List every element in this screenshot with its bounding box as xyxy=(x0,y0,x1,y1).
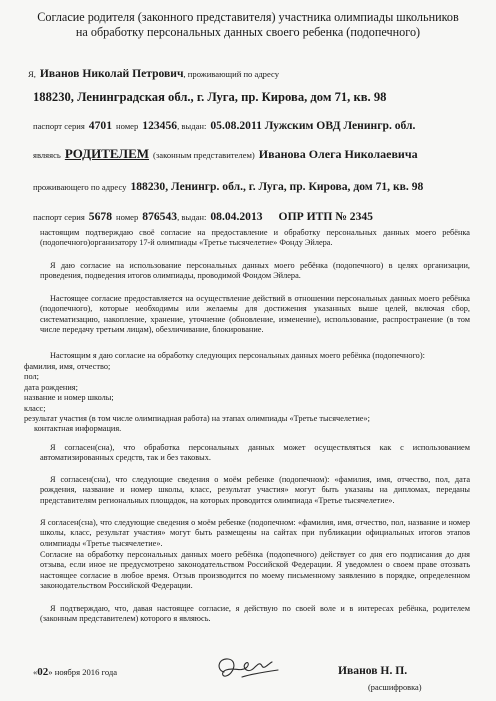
personal-data-list xyxy=(24,362,370,435)
child-passport-issued-label: , выдан: xyxy=(177,212,207,222)
child-passport-line xyxy=(33,207,373,225)
child-address-label: проживающего по адресу xyxy=(33,182,127,192)
passport-issued: 05.08.2011 Лужским ОВД Ленингр. обл. xyxy=(210,119,416,132)
declarant-address: 188230, Ленинградская обл., г. Луга, пр. Кирова, дом 71, кв. 98 xyxy=(33,90,387,104)
list-item: контактная информация. xyxy=(34,424,122,434)
child-address-line xyxy=(33,177,423,195)
declarant-passport-line xyxy=(33,116,415,134)
passport-series-label: паспорт серия xyxy=(33,121,85,131)
declarant-name: Иванов Николай Петрович xyxy=(39,67,184,80)
signature-date xyxy=(33,666,117,678)
child-name: Иванова Олега Николаевича xyxy=(258,147,418,161)
list-item: фамилия, имя, отчество; xyxy=(24,362,111,371)
document-title-line2: на обработку персональных данных своего ребенка (подопечного) xyxy=(75,25,421,39)
relation-role-note: (законным представителем) xyxy=(153,150,255,160)
child-passport-series: 5678 xyxy=(88,210,112,223)
date-open-quote: « xyxy=(33,667,38,677)
relation-role: РОДИТЕЛЕМ xyxy=(64,146,150,161)
paragraph-automation: Я согласен(сна), что обработка персональных данных может осуществляться как с использованием автоматизированных средств, так и без таковых. xyxy=(40,443,470,463)
paragraph-diplomas: Я согласен(сна), что следующие сведения о моём ребенке (подопечном): «фамилия, имя, отчество, пол, дата рождения, название и номер школы, класс, результат участия» могут быть указаны на дипломах, переданы представителям региональных площадок, на которых проводится олимпиада «Третье тысячелетие». xyxy=(40,475,470,505)
signer-name: Иванов Н. П. xyxy=(338,664,408,677)
list-item: класс; xyxy=(24,403,46,413)
child-address: 188230, Ленингр. обл., г. Луга, пр. Кирова, дом 71, кв. 98 xyxy=(130,180,424,193)
declarant-suffix: , проживающий по адресу xyxy=(183,69,280,79)
paragraph-confirmation: Я подтверждаю, что, давая настоящее согласие, я действую по своей воле и в интересах ребёнка, родителем (законным представителем) которого я являюсь. xyxy=(40,604,470,624)
passport-issued-label: , выдан: xyxy=(177,121,207,131)
child-passport-department: ОПР ИТП № 2345 xyxy=(278,210,373,223)
paragraph-consent-confirmation: настоящим подтверждаю своё согласие на предоставление и обработку персональных данных моего ребёнка (подопечного)организатору 17-й олимпиады «Третье тысячелетие» Фонду Эйлера. xyxy=(40,228,470,248)
date-month-year: » ноября 2016 года xyxy=(48,667,118,677)
child-passport-series-label: паспорт серия xyxy=(33,212,85,222)
paragraph-data-list-intro: Настоящим я даю согласие на обработку следующих персональных данных моего ребёнка (подопечного): xyxy=(50,351,425,360)
date-day: 02 xyxy=(37,666,49,678)
handwritten-signature xyxy=(212,650,282,686)
paragraph-validity: Согласие на обработку персональных данных моего ребёнка (подопечного) действует со дня его подписания до дня отзыва, если иное не предусмотрено законодательством Российской Федерации. Я уведомлен о своем праве отозвать настоящее согласие в любое время. Отзыв производится по моему письменному заявлению в порядке, определенном законодательством Российской Федерации. xyxy=(40,550,470,591)
passport-series: 4701 xyxy=(88,119,112,132)
declarant-line xyxy=(28,64,279,82)
list-item: результат участия (в том числе олимпиадная работа) на этапах олимпиады «Третье тысячелетие»; xyxy=(24,414,370,424)
passport-number-label: номер xyxy=(115,121,139,131)
child-passport-number-label: номер xyxy=(115,212,139,222)
document-title-line1: Согласие родителя (законного представителя) участника олимпиады школьников xyxy=(37,10,459,24)
child-passport-number: 876543 xyxy=(142,210,178,223)
list-item: пол; xyxy=(24,372,39,382)
list-item: дата рождения; xyxy=(24,382,78,392)
paragraph-actions: Настоящее согласие предоставляется на осуществление действий в отношении персональных данных моего ребёнка (подопечного), которые необходимы или желаемы для достижения указанных выше целей, включая сбор, систематизацию, накопление, хранение, уточнение (обновление, изменение), использование, распространение (в том числе передачу третьим лицам), обезличивание, блокирование. xyxy=(40,294,470,335)
signer-decoding-label: (расшифровка) xyxy=(368,683,422,692)
relation-prefix: являясь xyxy=(33,150,61,160)
list-item: название и номер школы; xyxy=(24,393,114,403)
declarant-prefix: Я, xyxy=(28,69,36,79)
child-passport-issued: 08.04.2013 xyxy=(210,210,263,223)
relation-line xyxy=(33,145,418,163)
paragraph-website: Я согласен(сна), что следующие сведения о моём ребенке (подопечном: «фамилия, имя, отчество, пол, название и номер школы, класс, результат участия» могут быть размещены на сайтах при публикации официальных итогов этапов олимпиады «Третье тысячелетие». xyxy=(40,518,470,548)
paragraph-purpose: Я даю согласие на использование персональных данных моего ребёнка (подопечного) в целях организации, проведения, подведения итогов олимпиады, проводимой Фондом Эйлера. xyxy=(40,261,470,281)
passport-number: 123456 xyxy=(142,119,178,132)
